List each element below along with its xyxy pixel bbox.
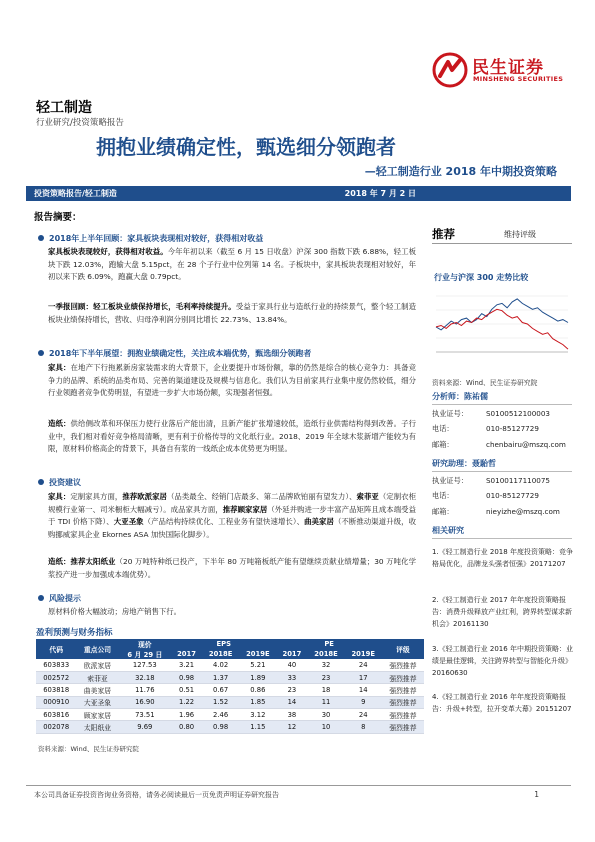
col-eps: EPS	[171, 639, 276, 649]
table-cell-eps3: 0.86	[239, 684, 276, 696]
table-cell-name: 欧派家居	[76, 659, 118, 671]
table-cell-pe3: 14	[345, 684, 382, 696]
table-cell-pe3: 9	[345, 696, 382, 708]
related-research-item[interactable]: 2.《轻工制造行业 2017 年年度投资策略报告：消费升级释放产业红利，跨界转型谋求新机会》20161130	[432, 596, 572, 629]
page-number: 1	[534, 790, 539, 799]
col-name: 重点公司	[76, 639, 118, 659]
table-cell-eps3: 1.85	[239, 696, 276, 708]
table-cell-code: 002572	[36, 671, 76, 683]
analyst-heading-2: 研究助理：聂駘哲	[432, 458, 572, 472]
col-code: 代码	[36, 639, 76, 659]
paragraph-outlook-paper: 造纸：供给侧改革和环保压力使行业落后产能出清，且新产能扩张增速较低，造纸行业供需结构得到改善。子行业中，我们相对看好竞争格局清晰，更有利于价格传导的文化纸行业。2018、2019 年全球木浆新增产能较为有限，原材料价格高企的背景下，具备自有浆的一线纸企成本优势更为明显。	[48, 419, 416, 454]
table-cell-name: 曲美家居	[76, 684, 118, 696]
related-research-item[interactable]: 4.《轻工制造行业 2016 年年度投资策略报告：升级+转型，拉开变革大幕》20151207	[432, 693, 572, 714]
col-eps-2017: 2017	[171, 649, 202, 659]
table-cell-price: 73.51	[119, 709, 172, 721]
table-cell-rating: 强烈推荐	[382, 709, 424, 721]
table-cell-pe2: 32	[307, 659, 344, 671]
brand-name-cn: 民生证券	[472, 58, 544, 78]
table-cell-eps2: 1.37	[202, 671, 239, 683]
analyst-heading-1: 分析师：陈祐儒	[432, 391, 572, 405]
table-cell-code: 002078	[36, 721, 76, 733]
section-heading-review: 2018年上半年回顾：家具板块表现相对较好，获得相对收益	[38, 233, 263, 244]
paragraph-review-1: 家具板块表现较好，获得相对收益。今年年初以来（截至 6 月 15 日收盘）沪深 300 指数下跌 6.88%，轻工板块下跌 12.03%，跑输大盘 5.15pct，在 28 个子行业中位列第 14 名。子板块中，家具板块表现相对较好，年初以来下跌 6.09%，跑赢大盘 0.79pct。	[48, 247, 416, 282]
table-cell-pe3: 17	[345, 671, 382, 683]
footer-disclaimer: 本公司具备证券投资咨询业务资格，请务必阅读最后一页免责声明证券研究报告	[34, 791, 279, 799]
analyst-2-phone: 电话： 010-85127729	[432, 491, 539, 500]
table-cell-rating: 强烈推荐	[382, 659, 424, 671]
table-title: 盈利预测与财务指标	[36, 628, 113, 638]
chart-source: 资料来源：Wind、民生证券研究院	[432, 379, 538, 387]
section-heading-advice: 投资建议	[38, 477, 81, 488]
report-date: 2018 年 7 月 2 日	[344, 189, 416, 198]
table-cell-pe2: 18	[307, 684, 344, 696]
col-pe: PE	[276, 639, 381, 649]
table-row	[36, 671, 424, 683]
table-cell-eps3: 1.15	[239, 721, 276, 733]
table-cell-pe1: 33	[276, 671, 307, 683]
analyst-1-phone: 电话： 010-85127729	[432, 424, 539, 433]
table-row	[36, 721, 424, 733]
col-price-date: 6 月 29 日	[119, 649, 172, 659]
table-cell-code: 603818	[36, 684, 76, 696]
table-cell-price: 127.53	[119, 659, 172, 671]
table-cell-eps1: 1.96	[171, 709, 202, 721]
rating-main: 推荐	[432, 227, 455, 241]
table-cell-eps3: 1.89	[239, 671, 276, 683]
table-cell-name: 顾家家居	[76, 709, 118, 721]
table-cell-price: 32.18	[119, 671, 172, 683]
section-heading-outlook: 2018年下半年展望：拥抱业绩确定性，关注成本端优势，甄选细分领跑者	[38, 348, 311, 359]
minsheng-logo-icon	[432, 52, 468, 88]
col-rating: 评级	[382, 639, 424, 659]
paragraph-review-2: 一季报回顾：轻工板块业绩保持增长，毛利率持续提升。受益于家具行业与造纸行业的持续景气，整个轻工制造板块业绩保持增长，营收、归母净利润分别同比增长 22.73%、13.84%。	[48, 302, 416, 324]
col-pe-2017: 2017	[276, 649, 307, 659]
abstract-label: 报告摘要：	[34, 212, 82, 223]
brand-logo	[432, 52, 572, 92]
table-cell-pe3: 24	[345, 709, 382, 721]
col-eps-2019e: 2019E	[239, 649, 276, 659]
table-cell-eps1: 0.98	[171, 671, 202, 683]
report-title: 拥抱业绩确定性，甄选细分领跑者	[96, 135, 396, 159]
table-cell-pe2: 11	[307, 696, 344, 708]
table-cell-pe2: 23	[307, 671, 344, 683]
financial-forecast-table	[36, 639, 424, 734]
table-cell-price: 16.90	[119, 696, 172, 708]
paragraph-advice-paper: 造纸：推荐太阳纸业（20 万吨特种纸已投产，下半年 80 万吨箱板纸产能有望继续贡献业绩增量；30 万吨化学浆投产进一步加强成本端优势）。	[48, 557, 416, 579]
table-cell-eps2: 0.98	[202, 721, 239, 733]
table-cell-pe2: 30	[307, 709, 344, 721]
table-cell-rating: 强烈推荐	[382, 684, 424, 696]
table-cell-eps2: 4.02	[202, 659, 239, 671]
table-cell-pe1: 23	[276, 684, 307, 696]
table-cell-eps1: 0.80	[171, 721, 202, 733]
analyst-2-license: 执业证号： S0100117110075	[432, 476, 551, 485]
table-cell-pe1: 14	[276, 696, 307, 708]
table-row	[36, 696, 424, 708]
section-heading-risk: 风险提示	[38, 593, 81, 604]
table-cell-eps2: 2.46	[202, 709, 239, 721]
table-cell-rating: 强烈推荐	[382, 696, 424, 708]
bullet-icon	[38, 235, 44, 241]
bullet-icon	[38, 350, 44, 356]
rating-box	[432, 226, 572, 244]
paragraph-outlook-furniture: 家具：在地产下行拖累新房家装需求的大背景下，企业要提升市场份额，靠的仍然是综合的核心竞争力：具备竞争力的品牌、系统的品类布局、完善的渠道建设及规模与信息化。我们认为目前家具行业集中度仍然较低，细分行业领跑者竞争优势明显，有望进一步扩大市场份额，实现强者恒强。	[48, 363, 416, 398]
table-source: 资料来源：Wind、民生证券研究院	[38, 745, 139, 753]
analyst-1-license: 执业证号： S0100512100003	[432, 409, 551, 418]
footer-divider	[26, 785, 571, 786]
category-label: 投资策略报告/轻工制造	[34, 189, 117, 198]
table-cell-eps2: 0.67	[202, 684, 239, 696]
table-cell-price: 11.76	[119, 684, 172, 696]
table-cell-eps1: 3.21	[171, 659, 202, 671]
paragraph-advice-furniture: 家具：定制家具方面，推荐欧派家居（品类最全、经销门店最多、第二品牌欧铂丽有望发力）、索菲亚（定制衣柜规模行业第一、司米橱柜大幅减亏）。成品家具方面，推荐顾家家居（外延并购进一步丰富产品矩阵且成本端受益于 TDI 价格下降）、大亚圣象（产品结构持续优化、工程业务有望快速增长）、曲美家居（不断推动渠道升级，收购挪威家具企业 Ekornes ASA 加快国际化脚步）。	[48, 492, 416, 539]
analyst-2-email[interactable]: 邮箱： nieyizhe@mszq.com	[432, 507, 560, 516]
table-cell-name: 索菲亚	[76, 671, 118, 683]
table-cell-rating: 强烈推荐	[382, 671, 424, 683]
related-research-heading: 相关研究	[432, 525, 572, 539]
report-type: 行业研究/投资策略报告	[36, 118, 124, 128]
table-cell-pe3: 8	[345, 721, 382, 733]
table-row	[36, 684, 424, 696]
col-price: 现价	[119, 639, 172, 649]
paragraph-risk: 原材料价格大幅波动；房地产销售下行。	[48, 607, 182, 616]
report-subtitle: —轻工制造行业 2018 年中期投资策略	[364, 165, 557, 178]
table-cell-eps3: 5.21	[239, 659, 276, 671]
table-cell-code: 000910	[36, 696, 76, 708]
table-cell-name: 太阳纸业	[76, 721, 118, 733]
table-cell-eps2: 1.52	[202, 696, 239, 708]
table-cell-code: 603833	[36, 659, 76, 671]
industry-label: 轻工制造	[36, 100, 92, 116]
table-cell-rating: 强烈推荐	[382, 721, 424, 733]
chart-title: 行业与沪深 300 走势比较	[434, 273, 529, 282]
col-eps-2018e: 2018E	[202, 649, 239, 659]
table-cell-eps3: 3.12	[239, 709, 276, 721]
table-cell-eps1: 1.22	[171, 696, 202, 708]
related-research-item[interactable]: 3.《轻工制造行业 2016 年中期投资策略：业绩是最佳逻辑，关注跨界转型与智能化升级》20160630	[432, 645, 573, 678]
table-body	[36, 659, 424, 733]
col-pe-2018e: 2018E	[307, 649, 344, 659]
table-cell-pe1: 12	[276, 721, 307, 733]
table-cell-pe3: 24	[345, 659, 382, 671]
table-cell-pe1: 38	[276, 709, 307, 721]
table-cell-eps1: 0.51	[171, 684, 202, 696]
table-cell-code: 603816	[36, 709, 76, 721]
table-cell-price: 9.69	[119, 721, 172, 733]
bullet-icon	[38, 595, 44, 601]
table-cell-name: 大亚圣象	[76, 696, 118, 708]
table-cell-pe2: 10	[307, 721, 344, 733]
table-cell-pe1: 40	[276, 659, 307, 671]
bullet-icon	[38, 479, 44, 485]
table-row	[36, 659, 424, 671]
chart-series-line-0	[436, 299, 568, 330]
category-bar	[26, 186, 571, 201]
brand-name-en: MINSHENG SECURITIES	[473, 75, 564, 83]
related-research-item[interactable]: 1.《轻工制造行业 2018 年度投资策略：竞争格局优化，品牌龙头强者恒强》20171207	[432, 548, 573, 569]
trend-chart	[432, 290, 572, 362]
rating-sub: 维持评级	[504, 230, 536, 239]
analyst-1-email[interactable]: 邮箱： chenbairu@mszq.com	[432, 440, 566, 449]
table-row	[36, 709, 424, 721]
col-pe-2019e: 2019E	[345, 649, 382, 659]
